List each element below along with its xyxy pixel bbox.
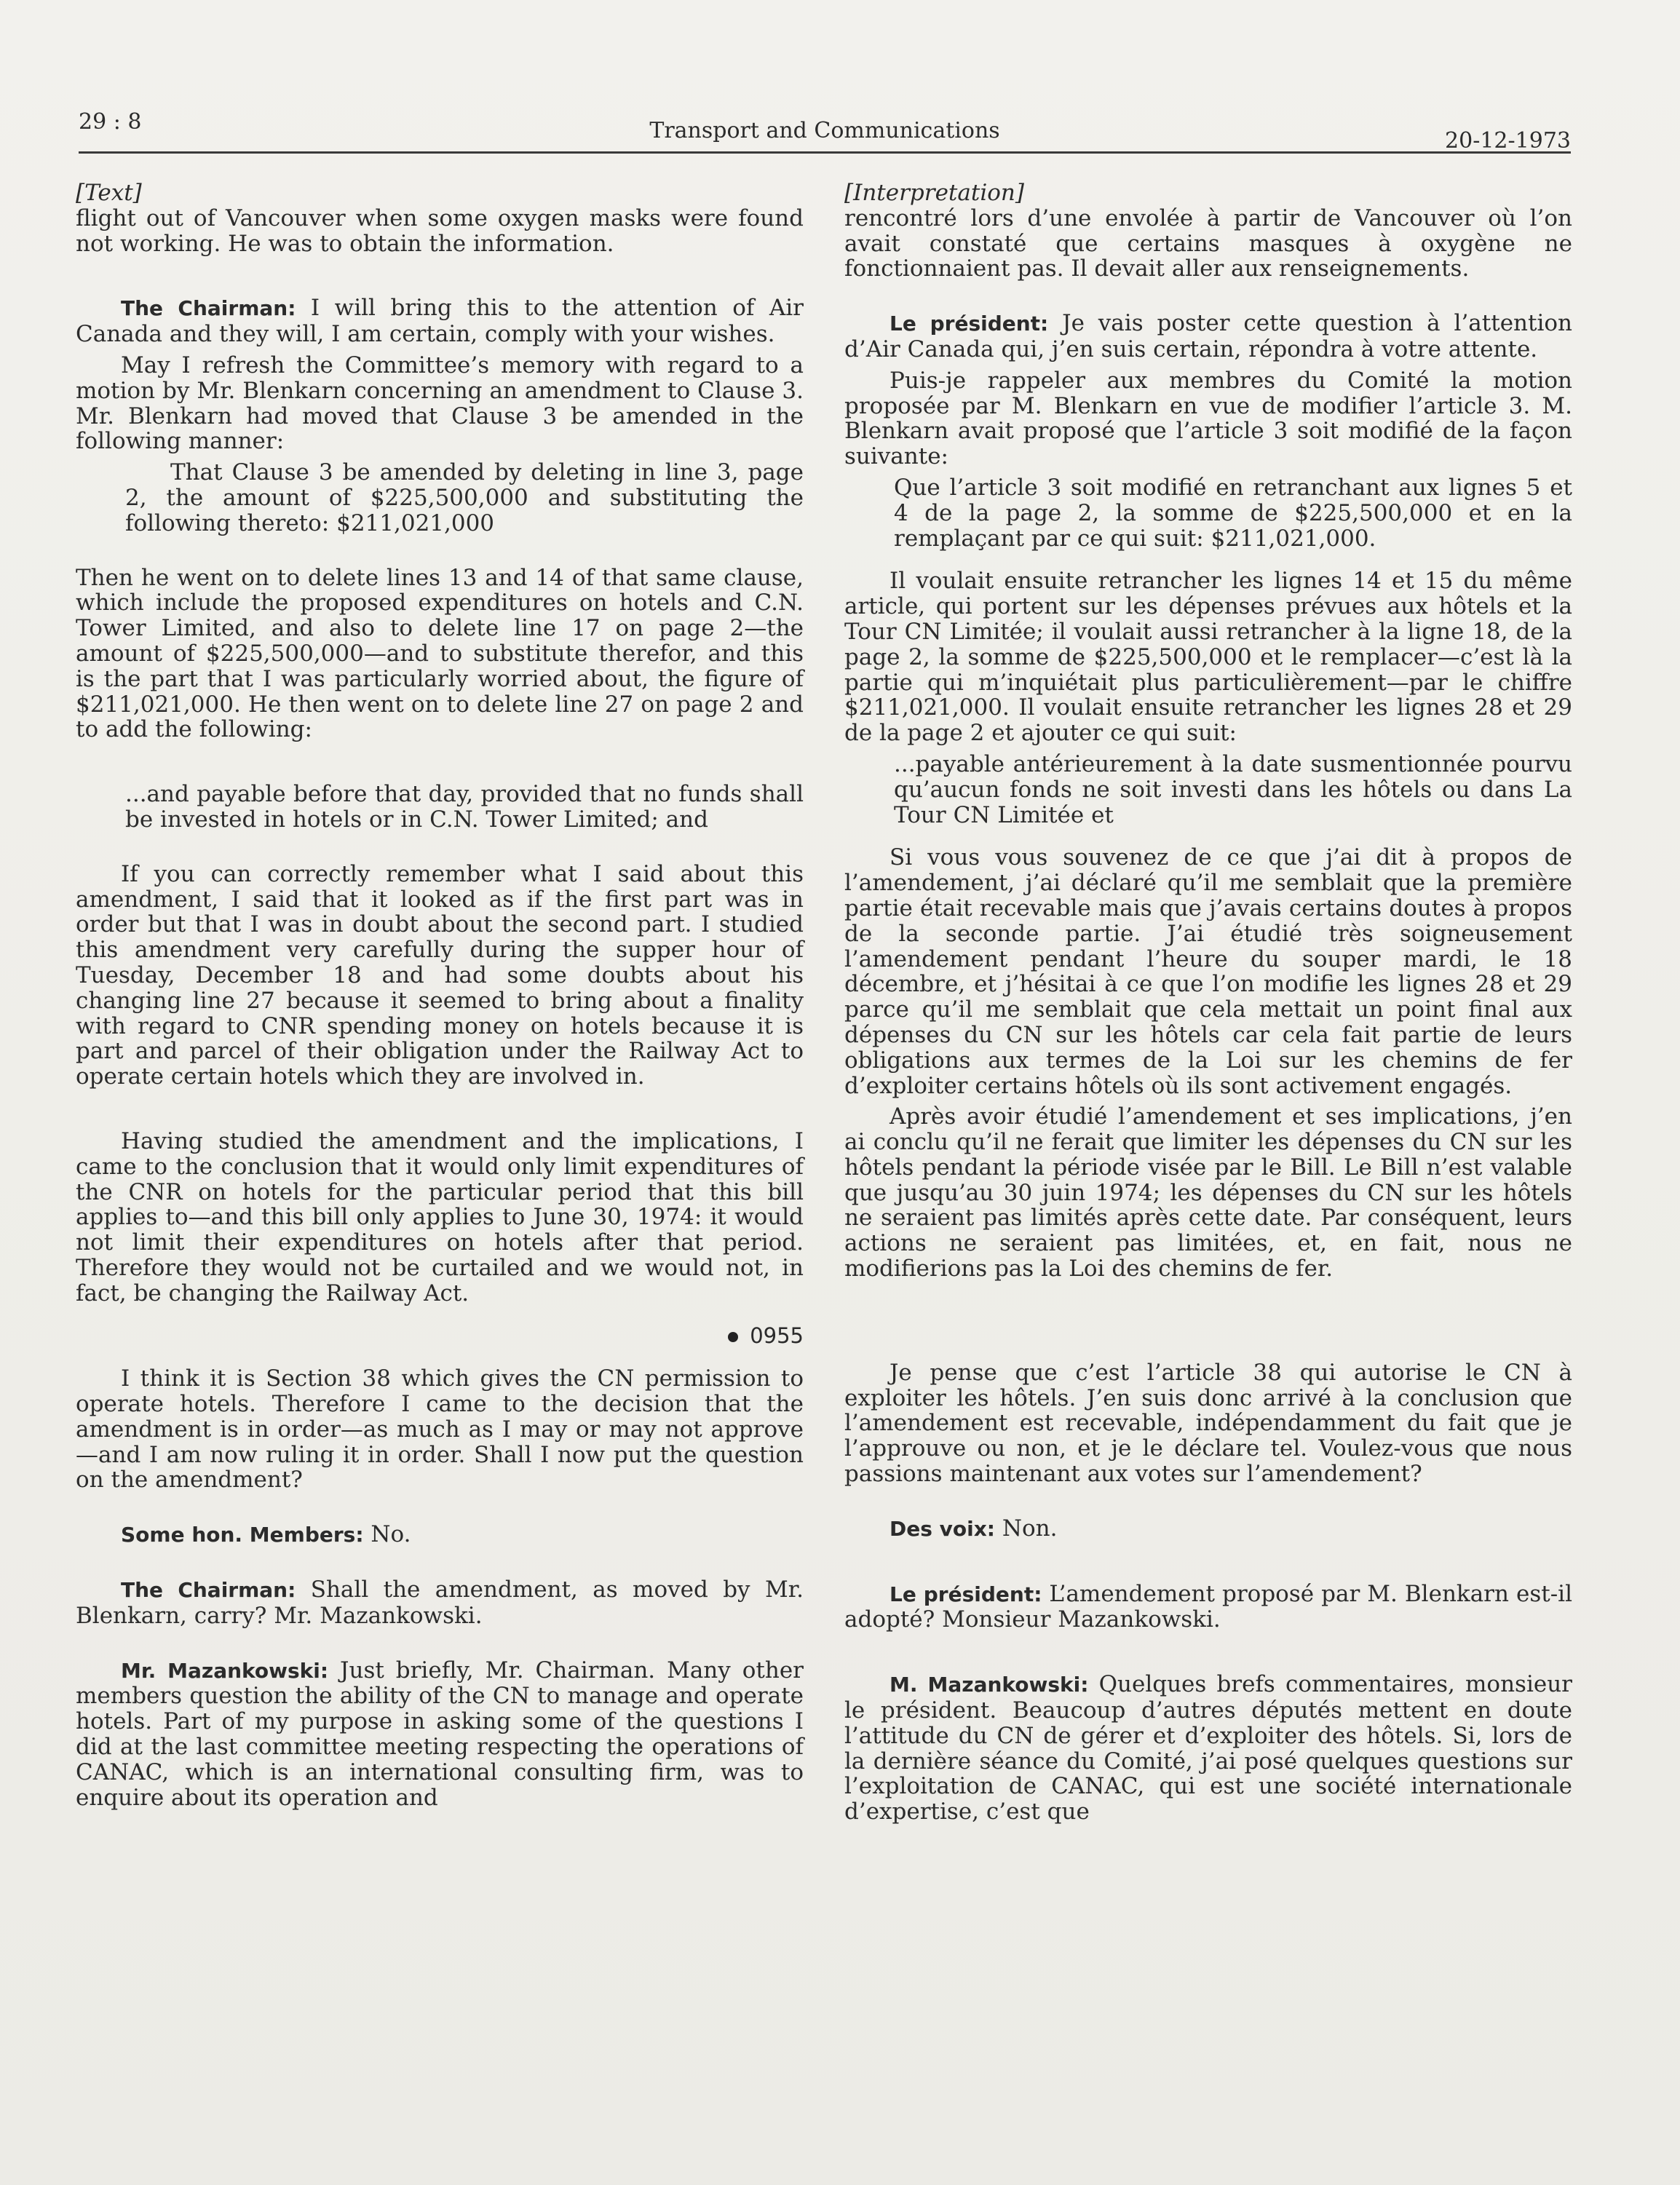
time-marker: 0955 — [76, 1323, 804, 1349]
speech-paragraph — [76, 1658, 804, 1811]
speaker-name: Le président: — [889, 1582, 1042, 1606]
paragraph: Puis-je rappeler aux membres du Comité la motion proposée par M. Blenkarn en vue de modifier l’article 3. M. Blenkarn avait proposé que l’article 3 soit modifié de la façon suivante: — [844, 367, 1572, 470]
speaker-name: The Chairman: — [121, 1578, 296, 1603]
section-label: [Interpretation] — [844, 180, 1024, 206]
paragraph: Having studied the amendment and the implications, I came to the conclusion that it would only limit expenditures of the CNR on hotels for the particular period that this bill applies to—and this bill only applies to June 30, 1974: it would not limit their expenditures on hotels after that period. Therefore they would not be curtailed and we would not, in fact, be changing the Railway Act. — [76, 1127, 804, 1306]
speaker-name: Mr. Mazankowski: — [121, 1658, 329, 1683]
paragraph: Then he went on to delete lines 13 and 14 of that same clause, which include the proposed expenditures on hotels and C.N. Tower Limited, and also to delete line 17 on page 2—the amount of $225,500,000—and to substitute therefor, and this is the part that I was particularly worried about, the figure of $211,021,000. He then went on to delete line 27 on page 2 and to add the following: — [76, 564, 804, 743]
running-header — [79, 106, 1571, 154]
english-column — [76, 181, 804, 1810]
paragraph: Je pense que c’est l’article 38 qui autorise le CN à exploiter les hôtels. J’en suis donc arrivé à la conclusion que l’amendement est recevable, indépendamment du fait que je l’approuve ou non, et je le déclare tel. Voulez-vous que nous passions maintenant aux votes sur l’amendement? — [844, 1359, 1572, 1488]
paragraph: Après avoir étudié l’amendement et ses implications, j’en ai conclu qu’il ne ferait que limiter les dépenses du CN sur les hôtels pendant la période visée par le Bill. Le Bill n’est valable que jusqu’au 30 juin 1974; les dépenses du CN sur les hôtels ne seraient pas limités après cette date. Par conséquent, leurs actions ne seraient pas limitées, et, en fait, nous ne modifierions pas la Loi des chemins de fer. — [844, 1103, 1572, 1282]
paragraph: flight out of Vancouver when some oxygen masks were found not working. He was to obtain the information. — [76, 205, 804, 257]
speech-paragraph — [844, 1516, 1572, 1542]
speaker-name: Some hon. Members: — [121, 1523, 364, 1547]
speaker-name: The Chairman: — [121, 296, 296, 321]
section-label: [Text] — [76, 180, 142, 206]
paragraph: If you can correctly remember what I said about this amendment, I said that it looked as if the first part was in order but that I was in doubt about the second part. I studied this amendment very carefully during the supper hour of Tuesday, December 18 and had some doubts about his changing line 27 because it seemed to bring about a finality with regard to CNR spending money on hotels because it is part and parcel of their obligation under the Railway Act to operate certain hotels which they are involved in. — [76, 860, 804, 1090]
paragraph: Si vous vous souvenez de ce que j’ai dit à propos de l’amendement, j’ai déclaré qu’il me semblait que la première partie était recevable mais que j’avais certains doutes à propos de la seconde partie. J’ai étudié très soigneusement l’amendement pendant l’heure du souper mardi, le 18 décembre, et j’hésitai à ce que l’on modifie les lignes 28 et 29 parce qu’il me semblait que cela mettait un point final aux dépenses du CN sur les hôtels car cela fait partie de leurs obligations aux termes de la Loi sur les chemins de fer d’exploiter certains hôtels où ils sont activement engagés. — [844, 844, 1572, 1099]
publication-title: Transport and Communications — [649, 118, 1000, 143]
speech-text: Quelques brefs commentaires, monsieur le président. Beaucoup d’autres députés mettent en doute l’attitude du CN de gérer et d’exploiter des hôtels. Si, lors de la dernière séance du Comité, j’ai posé quelques questions sur l’exploitation de CANAC, qui est une société internationale d’expertise, c’est que — [844, 1671, 1572, 1825]
speech-text: Je vais poster cette question à l’attention d’Air Canada qui, j’en suis certain, répondra à votre attente. — [844, 310, 1573, 362]
speech-paragraph — [844, 1582, 1572, 1633]
paragraph: I think it is Section 38 which gives the CN permission to operate hotels. Therefore I came to the decision that the amendment is in order—as much as I may or may not approve—and I am now ruling it in order. Shall I now put the question on the amendment? — [76, 1365, 804, 1494]
paragraph: rencontré lors d’une envolée à partir de Vancouver où l’on avait constaté que certains masques à oxygène ne fonctionnaient pas. Il devait aller aux renseignements. — [844, 205, 1572, 282]
speaker-name: Le président: — [889, 312, 1049, 336]
quoted-motion: Que l’article 3 soit modifié en retranchant aux lignes 5 et 4 de la page 2, la somme de $225,500,000 et en la remplaçant par ce qui suit: $211,021,000. — [894, 474, 1572, 552]
bullet-icon — [728, 1332, 738, 1342]
speech-paragraph — [76, 1577, 804, 1629]
quoted-motion: ...payable antérieurement à la date susmentionnée pourvu qu’aucun fonds ne soit investi dans les hôtels ou dans La Tour CN Limitée et — [894, 750, 1572, 828]
speaker-name: M. Mazankowski: — [889, 1673, 1089, 1697]
quoted-motion: That Clause 3 be amended by deleting in line 3, page 2, the amount of $225,500,000 and substituting the following thereto: $211,021,000 — [125, 459, 804, 536]
french-column — [844, 181, 1572, 1825]
paragraph: May I refresh the Committee’s memory with regard to a motion by Mr. Blenkarn concerning an amendment to Clause 3. Mr. Blenkarn had moved that Clause 3 be amended in the following manner: — [76, 352, 804, 455]
speech-text: I will bring this to the attention of Air Canada and they will, I am certain, comply with your wishes. — [76, 295, 804, 348]
page-number: 29 : 8 — [79, 109, 142, 135]
speech-text: Shall the amendment, as moved by Mr. Blenkarn, carry? Mr. Mazankowski. — [76, 1577, 804, 1629]
issue-date: 20-12-1973 — [1445, 128, 1571, 154]
speech-text: No. — [363, 1521, 411, 1548]
speech-paragraph — [76, 1522, 804, 1548]
speech-paragraph — [844, 311, 1572, 362]
speech-text: Non. — [995, 1515, 1058, 1542]
speech-paragraph — [76, 296, 804, 347]
speech-text: L’amendement proposé par M. Blenkarn est-il adopté? Monsieur Mazankowski. — [844, 1580, 1573, 1633]
speaker-name: Des voix: — [889, 1516, 995, 1541]
speech-paragraph — [844, 1672, 1572, 1825]
quoted-motion: ...and payable before that day, provided that no funds shall be invested in hotels or in C.N. Tower Limited; and — [125, 781, 804, 833]
paragraph: Il voulait ensuite retrancher les lignes 14 et 15 du même article, qui portent sur les dépenses prévues aux hôtels et la Tour CN Limitée; il voulait aussi retrancher à la ligne 18, de la page 2, la somme de $225,500,000 et le remplacer—c’est là la partie qui m’inquiétait plus particulièrement—par le chiffre $211,021,000. Il voulait ensuite retrancher les lignes 28 et 29 de la page 2 et ajouter ce qui suit: — [844, 568, 1572, 747]
speech-text: Just briefly, Mr. Chairman. Many other members question the ability of the CN to manage and operate hotels. Part of my purpose in asking some of the questions I did at the last committee meeting respecting the operations of CANAC, which is an international consulting firm, was to enquire about its operation and — [76, 1657, 804, 1811]
